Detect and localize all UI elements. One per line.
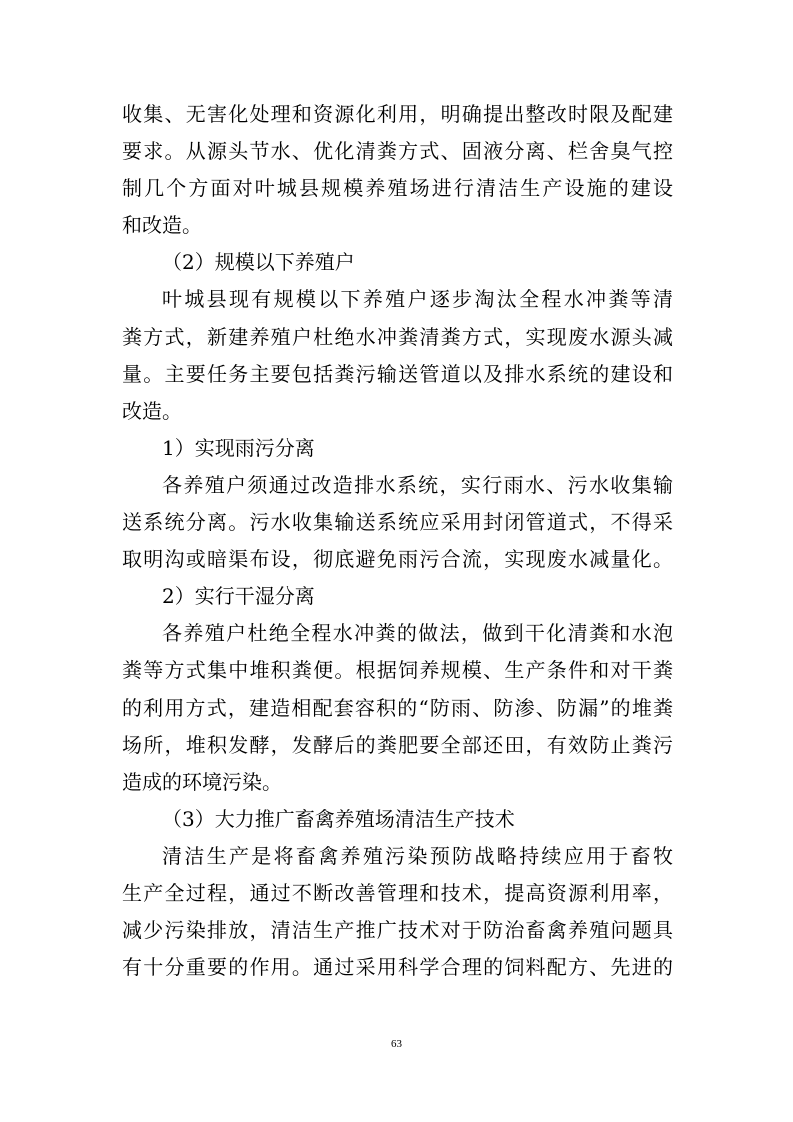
text-line: 的利用方式，建造相配套容积的“防雨、防渗、防漏”的堆粪: [122, 695, 673, 720]
text-line: 取明沟或暗渠布设，彻底避免雨污合流，实现废水减量化。: [122, 547, 673, 572]
text-line: 场所，堆积发酵，发酵后的粪肥要全部还田，有效防止粪污: [122, 732, 673, 757]
text-line: 收集、无害化处理和资源化利用，明确提出整改时限及配建: [122, 102, 673, 126]
text-line: 制几个方面对叶城县规模养殖场进行清洁生产设施的建设: [122, 176, 673, 201]
section-heading: 1）实现雨污分离: [162, 435, 315, 460]
text-line: 要求。从源头节水、优化清粪方式、固液分离、栏舍臭气控: [122, 139, 673, 164]
text-line: 改造。: [122, 398, 182, 423]
text-line: 生产全过程，通过不断改善管理和技术，提高资源利用率，: [122, 880, 673, 905]
text-line: 造成的环境污染。: [122, 769, 282, 794]
text-line: 送系统分离。污水收集输送系统应采用封闭管道式，不得采: [122, 510, 673, 535]
text-line: 叶城县现有规模以下养殖户逐步淘汰全程水冲粪等清: [162, 287, 673, 312]
text-line: 有十分重要的作用。通过采用科学合理的饲料配方、先进的: [122, 955, 673, 980]
section-heading: （2）规模以下养殖户: [162, 250, 355, 275]
text-line: 粪方式，新建养殖户杜绝水冲粪清粪方式，实现废水源头减: [122, 324, 673, 349]
text-line: 减少污染排放，清洁生产推广技术对于防治畜禽养殖问题具: [122, 918, 673, 943]
page-number: 63: [391, 1038, 402, 1050]
text-line: 清洁生产是将畜禽养殖污染预防战略持续应用于畜牧: [162, 843, 673, 868]
text-line: 量。主要任务主要包括粪污输送管道以及排水系统的建设和: [122, 361, 673, 386]
body-text: [122, 96, 673, 986]
text-line: 和改造。: [122, 213, 202, 238]
text-line: 粪等方式集中堆积粪便。根据饲养规模、生产条件和对干粪: [122, 658, 673, 683]
section-heading: 2）实行干湿分离: [162, 584, 315, 609]
text-line: 各养殖户杜绝全程水冲粪的做法，做到干化清粪和水泡: [162, 621, 673, 646]
text-line: 各养殖户须通过改造排水系统，实行雨水、污水收集输: [162, 472, 673, 497]
section-heading: （3）大力推广畜禽养殖场清洁生产技术: [162, 806, 515, 831]
